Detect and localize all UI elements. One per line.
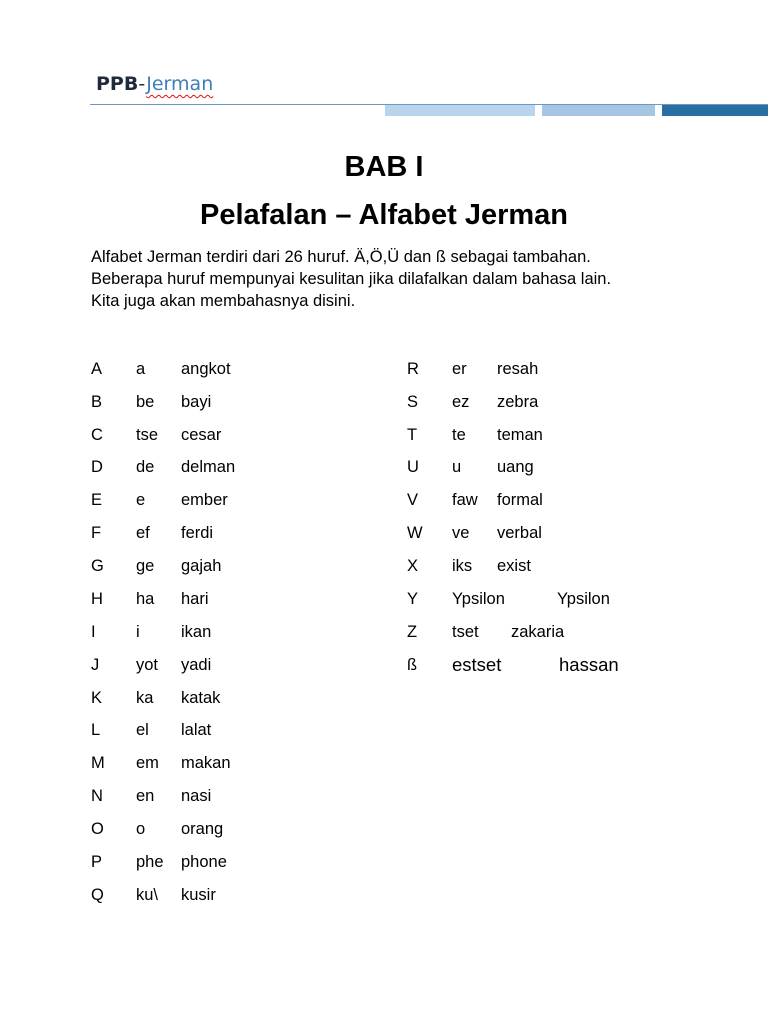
letter: U xyxy=(407,458,419,476)
example-word: zakaria xyxy=(511,623,565,641)
example-word: ikan xyxy=(181,623,212,641)
pronunciation: ha xyxy=(136,590,155,608)
example-word: bayi xyxy=(181,393,212,411)
letter: X xyxy=(407,557,419,575)
chapter-title: BAB I xyxy=(344,151,424,183)
header-brand: PPB xyxy=(96,73,139,95)
example-word: angkot xyxy=(181,360,231,378)
pronunciation: u xyxy=(452,458,462,476)
letter: F xyxy=(91,524,102,542)
pronunciation: er xyxy=(452,360,467,378)
example-word: hari xyxy=(181,590,209,608)
intro-line: Kita juga akan membahasnya disini. xyxy=(91,292,356,310)
pronunciation: ve xyxy=(452,524,470,542)
letter: S xyxy=(407,393,419,411)
letter: K xyxy=(91,689,103,707)
header-rule xyxy=(90,103,768,116)
intro-line: Beberapa huruf mempunyai kesulitan jika dilafalkan dalam bahasa lain. xyxy=(91,270,612,288)
letter: C xyxy=(91,426,103,444)
pronunciation: estset xyxy=(452,654,502,675)
letter: I xyxy=(91,623,96,641)
example-word: Ypsilon xyxy=(557,590,610,608)
example-word: resah xyxy=(497,360,539,378)
example-word: verbal xyxy=(497,524,542,542)
pronunciation: el xyxy=(136,721,149,739)
letter: V xyxy=(407,491,419,509)
pronunciation: em xyxy=(136,754,159,772)
pronunciation: Ypsilon xyxy=(452,590,505,608)
letter: P xyxy=(91,853,103,871)
letter: J xyxy=(91,656,100,674)
example-word: nasi xyxy=(181,787,212,805)
example-word: ferdi xyxy=(181,524,214,542)
letter: E xyxy=(91,491,103,509)
example-word: exist xyxy=(497,557,531,575)
pronunciation: phe xyxy=(136,853,164,871)
header-dash: - xyxy=(138,73,147,95)
pronunciation: tse xyxy=(136,426,159,444)
intro-paragraph xyxy=(91,246,731,312)
letter: M xyxy=(91,754,105,772)
example-word: cesar xyxy=(181,426,222,444)
pronunciation: ez xyxy=(452,393,470,411)
pronunciation: i xyxy=(136,623,140,641)
pronunciation: en xyxy=(136,787,155,805)
example-word: gajah xyxy=(181,557,222,575)
pronunciation: de xyxy=(136,458,155,476)
intro-line: Alfabet Jerman terdiri dari 26 huruf. Ä,Ö,Ü dan ß sebagai tambahan. xyxy=(91,248,591,266)
pronunciation: ef xyxy=(136,524,150,542)
example-word: katak xyxy=(181,689,221,707)
header-rule-block-light xyxy=(385,105,535,116)
letter: H xyxy=(91,590,103,608)
pronunciation: o xyxy=(136,820,146,838)
letter: N xyxy=(91,787,103,805)
pronunciation: yot xyxy=(136,656,159,674)
header-rule-block-dark xyxy=(662,105,768,116)
example-word: zebra xyxy=(497,393,539,411)
letter: W xyxy=(407,524,423,542)
letter: O xyxy=(91,820,104,838)
pronunciation: e xyxy=(136,491,146,509)
example-word: hassan xyxy=(559,654,619,675)
chapter-subtitle: Pelafalan – Alfabet Jerman xyxy=(199,199,569,231)
pronunciation: ku\ xyxy=(136,886,159,904)
letter: B xyxy=(91,393,103,411)
letter: L xyxy=(91,721,101,739)
example-word: teman xyxy=(497,426,543,444)
example-word: lalat xyxy=(181,721,212,739)
header-suffix: Jerman xyxy=(146,73,214,95)
letter: T xyxy=(407,426,418,444)
example-word: yadi xyxy=(181,656,212,674)
letter: Z xyxy=(407,623,418,641)
example-word: formal xyxy=(497,491,543,509)
example-word: phone xyxy=(181,853,227,871)
letter: R xyxy=(407,360,419,378)
letter: Y xyxy=(407,590,419,608)
letter: D xyxy=(91,458,103,476)
example-word: orang xyxy=(181,820,224,838)
example-word: kusir xyxy=(181,886,216,904)
pronunciation: te xyxy=(452,426,466,444)
pronunciation: faw xyxy=(452,491,478,509)
example-word: delman xyxy=(181,458,236,476)
letter: Q xyxy=(91,886,104,904)
letter: ß xyxy=(407,656,418,674)
pronunciation: ge xyxy=(136,557,155,575)
letter: A xyxy=(91,360,103,378)
pronunciation: iks xyxy=(452,557,473,575)
example-word: makan xyxy=(181,754,231,772)
pronunciation: be xyxy=(136,393,155,411)
example-word: ember xyxy=(181,491,228,509)
pronunciation: ka xyxy=(136,689,154,707)
pronunciation: tset xyxy=(452,623,479,641)
header-rule-block-medium xyxy=(542,105,655,116)
letter: G xyxy=(91,557,104,575)
example-word: uang xyxy=(497,458,534,476)
pronunciation: a xyxy=(136,360,146,378)
document-header xyxy=(96,72,213,96)
